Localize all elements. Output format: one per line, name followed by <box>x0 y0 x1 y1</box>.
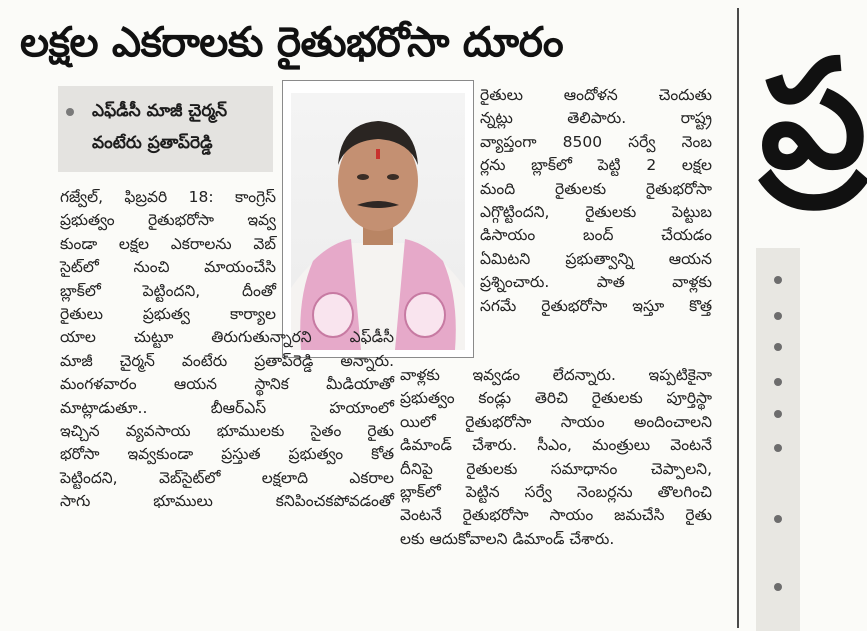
bullet-dot-icon <box>774 343 782 351</box>
text-line: డిమాండ్ చేశారు. సీఎం, మంత్రులు వెంటనే <box>400 436 712 455</box>
bullet-dot-icon <box>774 444 782 452</box>
text-line: మంది రైతులకు రైతుభరోసా <box>480 179 712 198</box>
highlight-line: ఎఫ్‌డీసీ మాజీ చైర్మన్ <box>92 101 228 121</box>
bullet-dot-icon <box>774 410 782 418</box>
text-line: వ్యాప్తంగా 8500 సర్వే నెంబ <box>480 132 712 151</box>
left-eye <box>357 174 369 180</box>
text-line: దీనిపై రైతులకు సమాధానం చెప్పాలని, <box>400 459 712 478</box>
text-line: వాళ్లకు ఇవ్వడం లేదన్నారు. ఇప్పటికైనా <box>400 366 712 384</box>
text-line: న్నట్లు తెలిపారు. రాష్ట్ర <box>480 109 712 128</box>
text-line: కుండా లక్షల ఎకరాలను వెబ్ <box>60 234 276 253</box>
right-column-bottom <box>400 318 712 551</box>
right-eye <box>387 174 399 180</box>
text-line: లకు ఆదుకోవాలని డిమాండ్ చేశారు. <box>400 529 615 548</box>
text-line: ప్రభుత్వం రైతుభరోసా ఇవ్వ <box>60 211 276 230</box>
bullet-dot-icon <box>774 276 782 284</box>
bullet-dot-icon <box>774 312 782 320</box>
text-line: మంగళవారం ఆయన స్థానిక మీడియాతో <box>60 375 394 394</box>
adjacent-article-headline-fragment: ప్ర <box>760 28 867 202</box>
text-line: బ్లాక్‌లో పెట్టిన సర్వే నెంబర్లను తొలగించి <box>400 482 712 501</box>
highlight-line: వంటేరు ప్రతాప్‌రెడ్డి <box>92 133 213 153</box>
text-line: సాగు భూములు కనిపించకపోవడంతో <box>60 492 394 511</box>
bullet-dot-icon <box>774 378 782 386</box>
adjacent-article-panel <box>756 248 800 631</box>
text-line: పెట్టిందని, వెబ్‌సైట్‌లో లక్షలాది ఎకరాల <box>60 468 394 487</box>
left-column <box>60 186 394 513</box>
text-line: రైతులు ప్రభుత్వ కార్యాల <box>60 304 276 323</box>
text-line: మాట్లాడుతూ.. బీఆర్‌ఎస్ హయాంలో <box>60 398 394 417</box>
tilak <box>376 149 380 159</box>
text-line: ర్లను బ్లాక్‌లో పెట్టి 2 లక్షల <box>480 156 712 175</box>
text-line: సగమే రైతుభరోసా ఇస్తూ కొత్త <box>480 296 712 315</box>
right-column-top <box>480 84 712 318</box>
text-line: ఎగ్గొట్టిందని, రైతులకు పెట్టుబ <box>480 202 712 221</box>
text-line: ఏమిటని ప్రభుత్వాన్ని ఆయన <box>480 249 712 268</box>
column-divider <box>737 8 739 628</box>
bullet-dot-icon <box>774 515 782 523</box>
text-line: ప్రభుత్వం కండ్లు తెరిచి రైతులకు పూర్తిస్థా <box>400 389 712 408</box>
bullet-dot-icon <box>66 108 74 116</box>
text-line: డిసాయం బంద్ చేయడం <box>480 226 712 245</box>
text-line: యిలో రైతుభరోసా సాయం అందించాలని <box>400 412 712 431</box>
text-line: యాల చుట్టూ తిరుగుతున్నారని ఎఫ్‌డీసీ <box>60 328 394 347</box>
bullet-dot-icon <box>774 583 782 591</box>
text-line: ప్రశ్నించారు. పాత వాళ్లకు <box>480 273 712 292</box>
text-line: గజ్వేల్, ఫిబ్రవరి 18: కాంగ్రెస్ <box>60 188 276 206</box>
text-line: సైట్‌లో నుంచి మాయంచేసి <box>60 258 276 277</box>
text-line: బ్లాక్‌లో పెట్టిందని, దీంతో <box>60 281 276 300</box>
text-line: రైతులు ఆందోళన చెందుతు <box>480 86 712 104</box>
text-line: మాజీ చైర్మన్ వంటేరు ప్రతాప్‌రెడ్డి అన్నారు. <box>60 351 394 370</box>
text-line: ఇచ్చిన వ్యవసాయ భూములకు సైతం రైతు <box>60 421 394 440</box>
text-line: భరోసా ఇవ్వకుండా ప్రస్తుత ప్రభుత్వం కోత <box>60 445 394 464</box>
text-line: వెంటనే రైతుభరోసా సాయం జమచేసి రైతు <box>400 506 712 525</box>
headline: లక్షల ఎకరాలకు రైతుభరోసా దూరం <box>20 18 564 66</box>
